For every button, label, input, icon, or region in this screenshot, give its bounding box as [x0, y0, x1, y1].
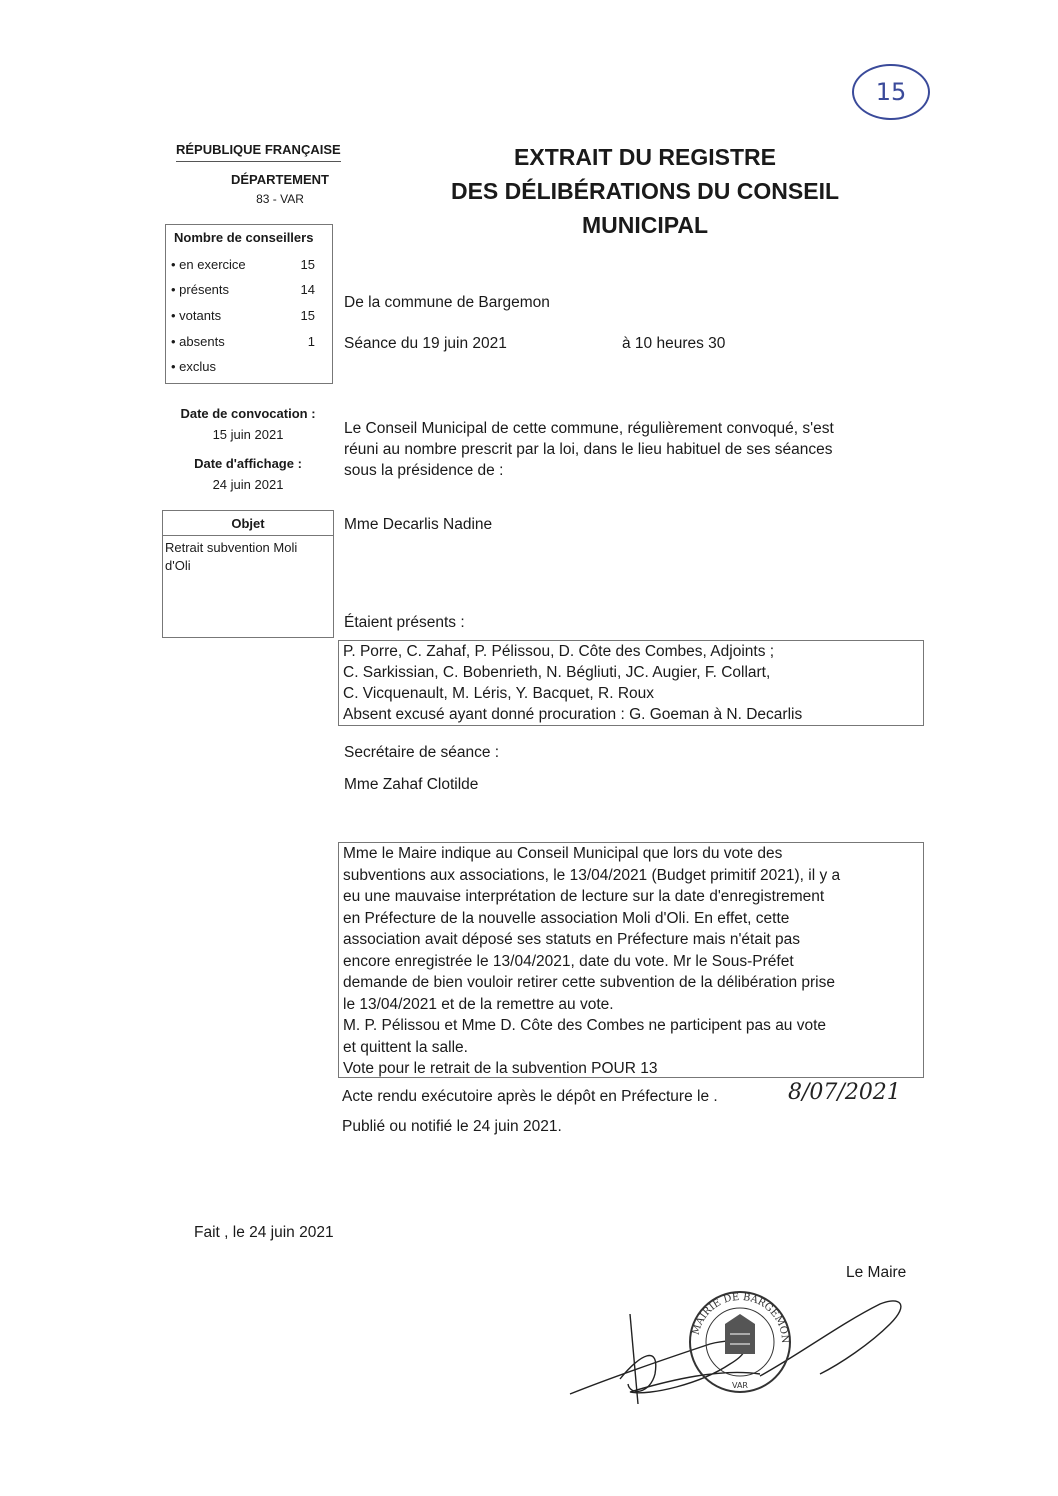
title-line-3: MUNICIPAL: [581, 212, 709, 238]
body-line: Vote pour le retrait de la subvention POUR 13: [343, 1060, 658, 1077]
objet-text: Retrait subvention Moli d'Oli: [165, 540, 298, 573]
body-line: et quittent la salle.: [343, 1038, 468, 1056]
councillor-row-label: • absents: [171, 334, 225, 349]
councillor-row-value: 15: [300, 257, 315, 272]
title-line-2: DES DÉLIBÉRATIONS DU CONSEIL: [450, 178, 840, 204]
acte-executoire: Acte rendu exécutoire après le dépôt en Préfecture le .: [342, 1088, 718, 1105]
councillor-row: [171, 257, 321, 272]
republic-label: RÉPUBLIQUE FRANÇAISE: [176, 142, 341, 162]
intro-paragraph: [344, 418, 924, 481]
presents-line: Absent excusé ayant donné procuration : G. Goeman à N. Decarlis: [343, 706, 803, 723]
secretaire-label: Secrétaire de séance :: [344, 744, 500, 761]
body-line: Mme le Maire indique au Conseil Municipal que lors du vote des: [343, 845, 783, 862]
body-line: subventions aux associations, le 13/04/2021 (Budget primitif 2021), il y a: [343, 866, 841, 884]
document-title: [405, 140, 885, 242]
presents-line: C. Sarkissian, C. Bobenrieth, N. Bégliuti, JC. Augier, F. Collart,: [343, 664, 771, 681]
mairie-stamp: [690, 1292, 790, 1392]
councillor-row-value: 15: [300, 308, 315, 323]
objet-heading: Objet: [163, 516, 333, 536]
fait-line: Fait , le 24 juin 2021: [194, 1224, 334, 1241]
publie-line: Publié ou notifié le 24 juin 2021.: [342, 1118, 562, 1135]
seance-time: à 10 heures 30: [622, 335, 726, 352]
presents-box: [338, 640, 924, 726]
objet-box: [162, 510, 334, 638]
affichage-date: 24 juin 2021: [212, 477, 284, 492]
convocation-label: Date de convocation :: [180, 406, 316, 421]
intro-line: Le Conseil Municipal de cette commune, régulièrement convoqué, s'est: [344, 420, 834, 437]
presents-line: C. Vicquenault, M. Léris, Y. Bacquet, R. Roux: [343, 685, 655, 702]
affichage-label: Date d'affichage :: [194, 456, 302, 471]
body-line: demande de bien vouloir retirer cette subvention de la délibération prise: [343, 974, 835, 991]
body-line: association avait déposé ses statuts en Préfecture mais n'était pas: [343, 931, 801, 948]
councillor-row: [171, 334, 321, 349]
councillor-row: [171, 308, 321, 323]
seance-date: Séance du 19 juin 2021: [344, 335, 507, 352]
councillor-row-value: 1: [307, 334, 315, 349]
page-number: 15: [852, 64, 930, 120]
councillors-box: [165, 224, 333, 384]
stamp-text: MAIRIE DE BARGEMON: [690, 1291, 791, 1344]
body-line: eu une mauvaise interprétation de lecture sur la date d'enregistrement: [343, 888, 825, 905]
body-line: le 13/04/2021 et de la remettre au vote.: [343, 995, 614, 1013]
mayor-title: Le Maire: [846, 1264, 907, 1281]
mayor-signature-stamp: [560, 1284, 920, 1414]
title-line-1: EXTRAIT DU REGISTRE: [514, 144, 776, 170]
departement-label: DÉPARTEMENT: [231, 172, 329, 187]
stamp-bottom-text: VAR: [732, 1381, 748, 1390]
councillor-row-value: 14: [300, 282, 315, 297]
councillor-row-label: • votants: [171, 308, 222, 323]
convocation-date: 15 juin 2021: [212, 427, 284, 442]
departement-value: 83 - VAR: [256, 192, 304, 206]
body-line: encore enregistrée le 13/04/2021, date du vote. Mr le Sous-Préfet: [343, 952, 794, 970]
councillor-row: [171, 359, 321, 374]
body-line: en Préfecture de la nouvelle association Moli d'Oli. En effet, cette: [343, 909, 790, 927]
intro-line: sous la présidence de :: [344, 462, 504, 479]
intro-line: réuni au nombre prescrit par la loi, dans le lieu habituel de ses séances: [344, 441, 833, 458]
councillor-row-label: • présents: [171, 282, 230, 297]
councillors-heading: Nombre de conseillers: [174, 230, 314, 245]
secretaire-name: Mme Zahaf Clotilde: [344, 776, 479, 793]
commune-line: De la commune de Bargemon: [344, 294, 550, 311]
handwritten-date: 8/07/2021: [788, 1080, 901, 1105]
presents-line: P. Porre, C. Zahaf, P. Pélissou, D. Côte des Combes, Adjoints ;: [343, 643, 775, 660]
presents-label: Étaient présents :: [344, 614, 465, 631]
councillor-row-label: • exclus: [171, 359, 217, 374]
body-line: M. P. Pélissou et Mme D. Côte des Combes ne participent pas au vote: [343, 1017, 827, 1034]
councillor-row-label: • en exercice: [171, 257, 246, 272]
president-name: Mme Decarlis Nadine: [344, 516, 493, 533]
deliberation-body: [338, 842, 924, 1078]
councillor-row: [171, 282, 321, 297]
